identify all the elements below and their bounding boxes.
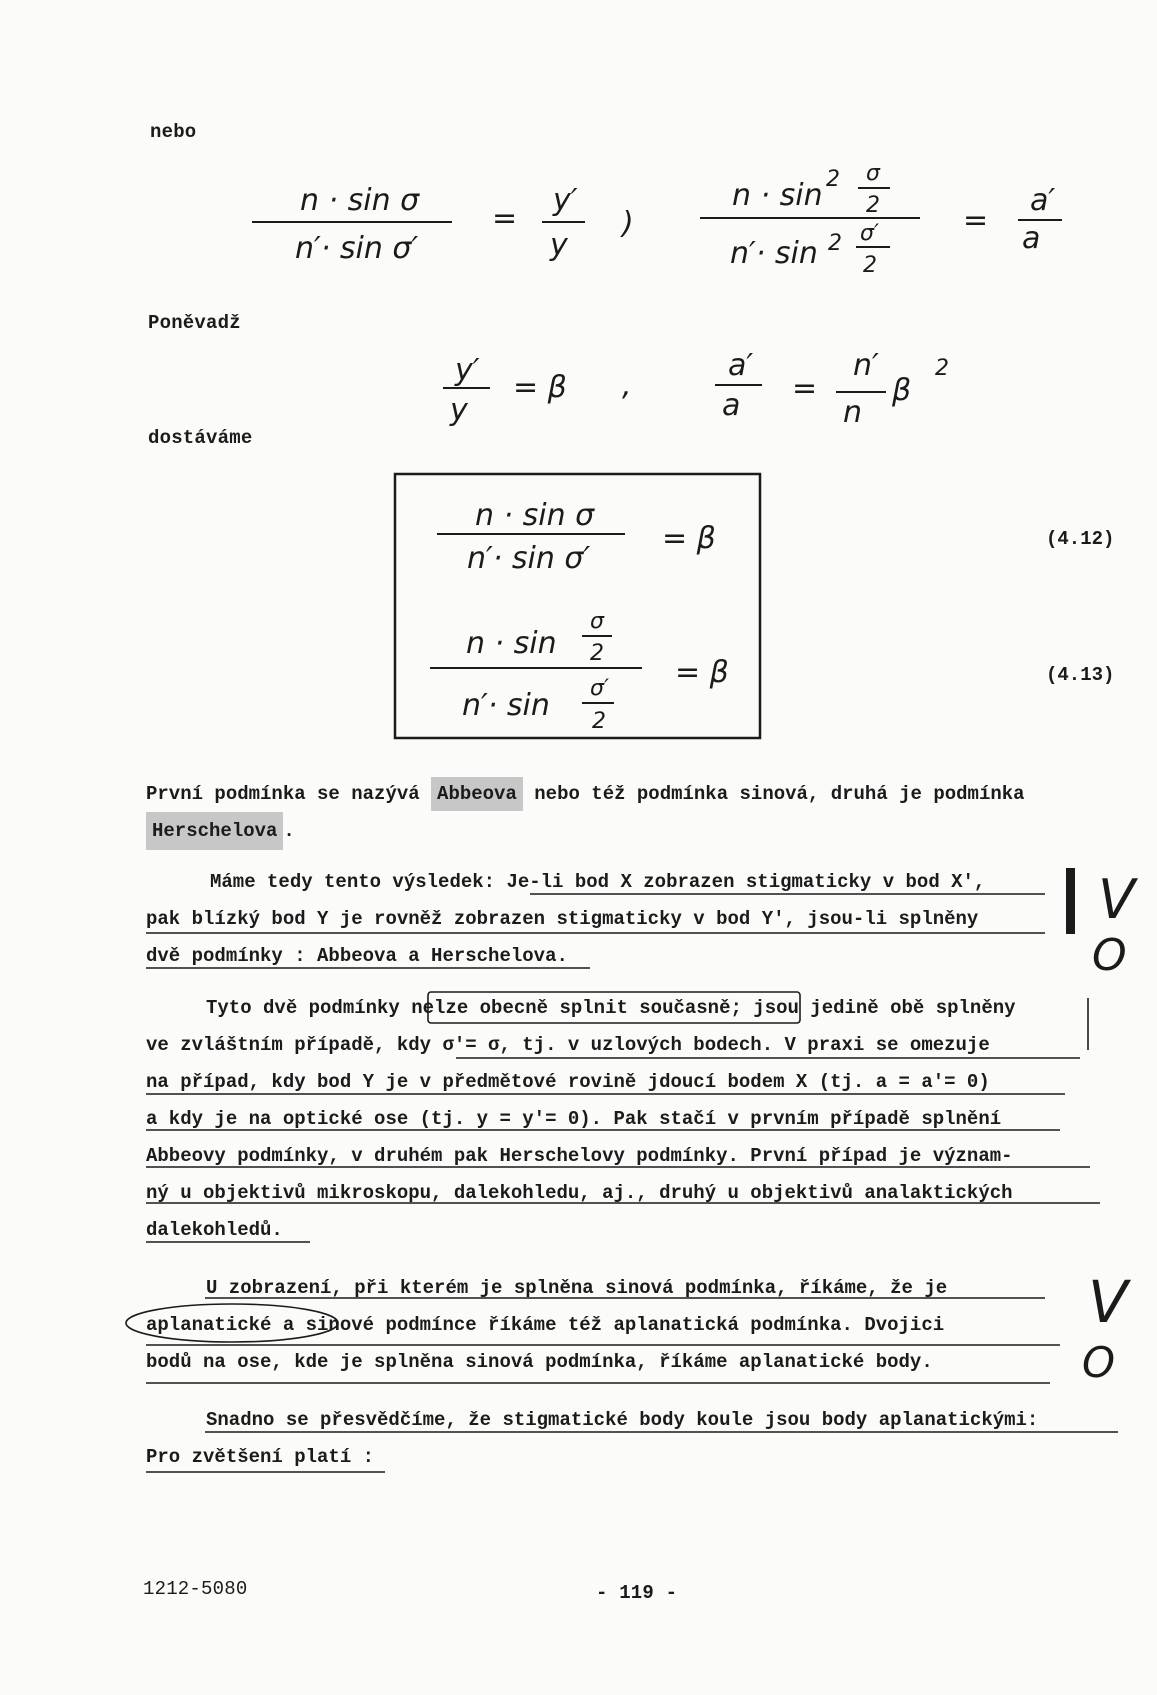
f2-num-frac-n: σ xyxy=(866,161,880,186)
f2-denominator: n′· sin xyxy=(730,236,818,271)
paragraph-line: bodů na ose, kde je splněna sinová podmínka, říkáme aplanatické body. xyxy=(146,1351,933,1373)
f2-rhs-numerator: a′ xyxy=(1030,183,1056,218)
paragraph-line: pak blízký bod Y je rovněž zobrazen stigmaticky v bod Y′, jsou-li splněny xyxy=(146,908,979,930)
margin-note-o-2: O xyxy=(1082,1338,1116,1387)
f1-denominator: n′· sin σ′ xyxy=(295,231,419,266)
boxed2-num-frac-d: 2 xyxy=(590,641,604,666)
f2-num-exponent: 2 xyxy=(826,167,840,192)
paragraph-line: dalekohledů. xyxy=(146,1219,283,1241)
document-code: 1212-5080 xyxy=(143,1578,248,1600)
paragraph-line: Máme tedy tento výsledek: Je-li bod X zobrazen stigmaticky v bod X′, xyxy=(210,871,986,893)
word-nebo: nebo xyxy=(150,121,197,143)
boxed2-den-frac-n: σ′ xyxy=(590,676,609,701)
equation-number-4-13: (4.13) xyxy=(1046,664,1115,686)
margin-note-o-1: O xyxy=(1092,930,1127,981)
f4-beta: β xyxy=(892,373,912,408)
paragraph-aplanatic xyxy=(146,1270,947,1381)
boxed2-numerator: n · sin xyxy=(466,626,557,661)
paragraph-two-conditions xyxy=(146,990,1016,1249)
f3-denominator: y xyxy=(450,393,468,428)
f4-exponent: 2 xyxy=(935,356,949,381)
paragraph-line: dvě podmínky : Abbeova a Herschelova. xyxy=(146,945,568,967)
boxed2-den-frac-d: 2 xyxy=(592,709,606,734)
boxed2-denominator: n′· sin xyxy=(462,688,550,723)
f1-equals: = xyxy=(492,201,518,236)
paragraph-conditions xyxy=(146,776,1025,850)
f4-equals: = xyxy=(792,371,818,406)
word-ponevadz: Poněvadž xyxy=(148,312,241,334)
f1-numerator: n · sin σ xyxy=(300,183,420,218)
highlight-herschelova: Herschelova xyxy=(146,812,283,850)
paragraph-line: ný u objektivů mikroskopu, dalekohledu, aj., druhý u objektivů analaktických xyxy=(146,1182,1013,1204)
paragraph-line: aplanatické a sinové podmínce říkáme též aplanatická podmínka. Dvojici xyxy=(146,1314,945,1336)
f3-separator: , xyxy=(622,368,632,403)
f2-rhs-denominator: a xyxy=(1022,221,1041,256)
paragraph-line: Pro zvětšení platí : xyxy=(146,1446,375,1468)
f2-equals: = xyxy=(963,203,989,238)
text-span: nebo též podmínka sinová, druhá je podmínka xyxy=(522,783,1025,805)
f2-numerator: n · sin xyxy=(732,178,823,213)
f3-rhs: = β xyxy=(513,370,567,405)
margin-note-v-1: V xyxy=(1098,868,1136,931)
paragraph-line: Tyto dvě podmínky nelze obecně splnit současně; jsou jedině obě splněny xyxy=(206,997,1016,1019)
boxed1-rhs: = β xyxy=(662,521,716,556)
paragraph-line: Snadno se přesvědčíme, že stigmatické body koule jsou body aplanatickými: xyxy=(206,1409,1039,1431)
f2-den-frac-n: σ′ xyxy=(860,221,879,246)
boxed1-denominator: n′· sin σ′ xyxy=(467,541,591,576)
f2-den-frac-d: 2 xyxy=(863,253,877,278)
margin-bar-mark xyxy=(1066,868,1075,934)
paragraph-line: U zobrazení, při kterém je splněna sinová podmínka, říkáme, že je xyxy=(206,1277,948,1299)
f1-rhs-numerator: y′ xyxy=(553,183,578,218)
word-dostavame: dostáváme xyxy=(148,427,253,449)
boxed2-rhs: = β xyxy=(675,655,729,690)
boxed1-numerator: n · sin σ xyxy=(475,498,595,533)
paragraph-line: a kdy je na optické ose (tj. y = y′= 0). Pak stačí v prvním případě splnění xyxy=(146,1108,1002,1130)
paragraph-line xyxy=(146,776,1025,813)
paragraph-line xyxy=(146,813,1025,850)
highlight-abbeova: Abbeova xyxy=(431,777,523,811)
paragraph-line: Abbeovy podmínky, v druhém pak Herschelovy podmínky. První případ je význam- xyxy=(146,1145,1013,1167)
f4-denominator: a xyxy=(722,388,741,423)
margin-note-v-2: V xyxy=(1088,1268,1128,1336)
boxed2-num-frac-n: σ xyxy=(590,609,604,634)
f4-denominator-2: n xyxy=(843,395,863,430)
f2-num-frac-d: 2 xyxy=(866,193,880,218)
f4-numerator: a′ xyxy=(728,348,754,383)
paragraph-result xyxy=(146,864,985,975)
paragraph-sphere xyxy=(146,1402,1038,1476)
f1-separator: ) xyxy=(622,206,634,241)
f3-numerator: y′ xyxy=(455,353,480,388)
f2-den-exponent: 2 xyxy=(828,231,842,256)
equation-number-4-12: (4.12) xyxy=(1046,528,1115,550)
paragraph-line: ve zvláštním případě, kdy σ′= σ, tj. v uzlových bodech. V praxi se omezuje xyxy=(146,1034,990,1056)
text-span: . xyxy=(283,820,295,842)
f4-numerator-2: n′ xyxy=(853,348,879,383)
page-number: - 119 - xyxy=(596,1582,678,1604)
text-span: První podmínka se nazývá xyxy=(146,783,432,805)
f1-rhs-denominator: y xyxy=(550,228,568,263)
paragraph-line: na případ, kdy bod Y je v předmětové rovině jdoucí bodem X (tj. a = a′= 0) xyxy=(146,1071,990,1093)
